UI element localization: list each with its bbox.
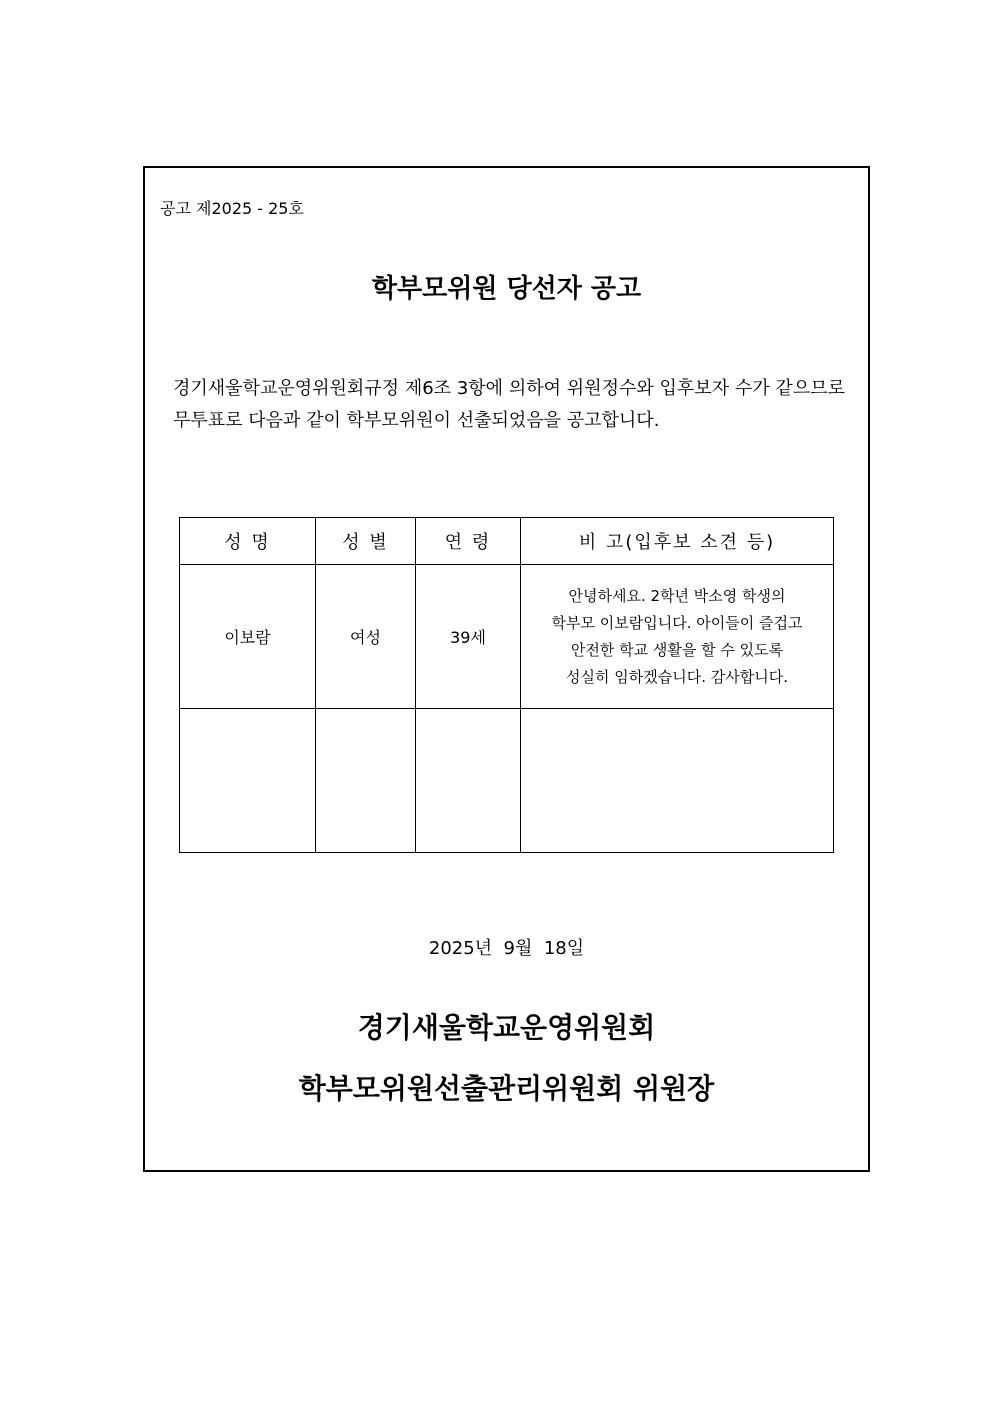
- document-title: 학부모위원 당선자 공고: [371, 274, 642, 304]
- cell-remark: [521, 709, 834, 853]
- cell-age: 39세: [416, 565, 521, 709]
- table-row: [180, 565, 834, 709]
- remark-line: 안녕하세요. 2학년 박소영 학생의: [568, 586, 786, 605]
- table-row: [180, 709, 834, 853]
- header-remark: 비 고(입후보 소견 등): [521, 518, 834, 565]
- remark-line: 학부모 이보람입니다. 아이들이 즐겁고: [551, 613, 803, 632]
- header-gender: 성 별: [316, 518, 416, 565]
- cell-name: [180, 709, 316, 853]
- remark-line: 성실히 임하겠습니다. 감사합니다.: [566, 667, 788, 686]
- cell-name: 이보람: [180, 565, 316, 709]
- header-name: 성 명: [180, 518, 316, 565]
- table-header-row: [180, 518, 834, 565]
- cell-gender: 여성: [316, 565, 416, 709]
- notice-date: 2025년 9월 18일: [428, 938, 585, 959]
- notice-body: 경기새울학교운영위원회규정 제6조 3항에 의하여 위원정수와 입후보자 수가 같으므로 무투표로 다음과 같이 학부모위원이 선출되었음을 공고합니다.: [173, 378, 845, 431]
- remark-line: 안전한 학교 생활을 할 수 있도록: [570, 640, 784, 659]
- cell-remark: [521, 565, 834, 709]
- cell-gender: [316, 709, 416, 853]
- candidate-table: [179, 517, 834, 853]
- cell-age: [416, 709, 521, 853]
- issuer-organization: 경기새울학교운영위원회: [357, 1011, 656, 1044]
- notice-number: 공고 제2025 - 25호: [160, 199, 304, 218]
- issuer-committee-chair: 학부모위원선출관리위원회 위원장: [298, 1072, 715, 1105]
- header-age: 연 령: [416, 518, 521, 565]
